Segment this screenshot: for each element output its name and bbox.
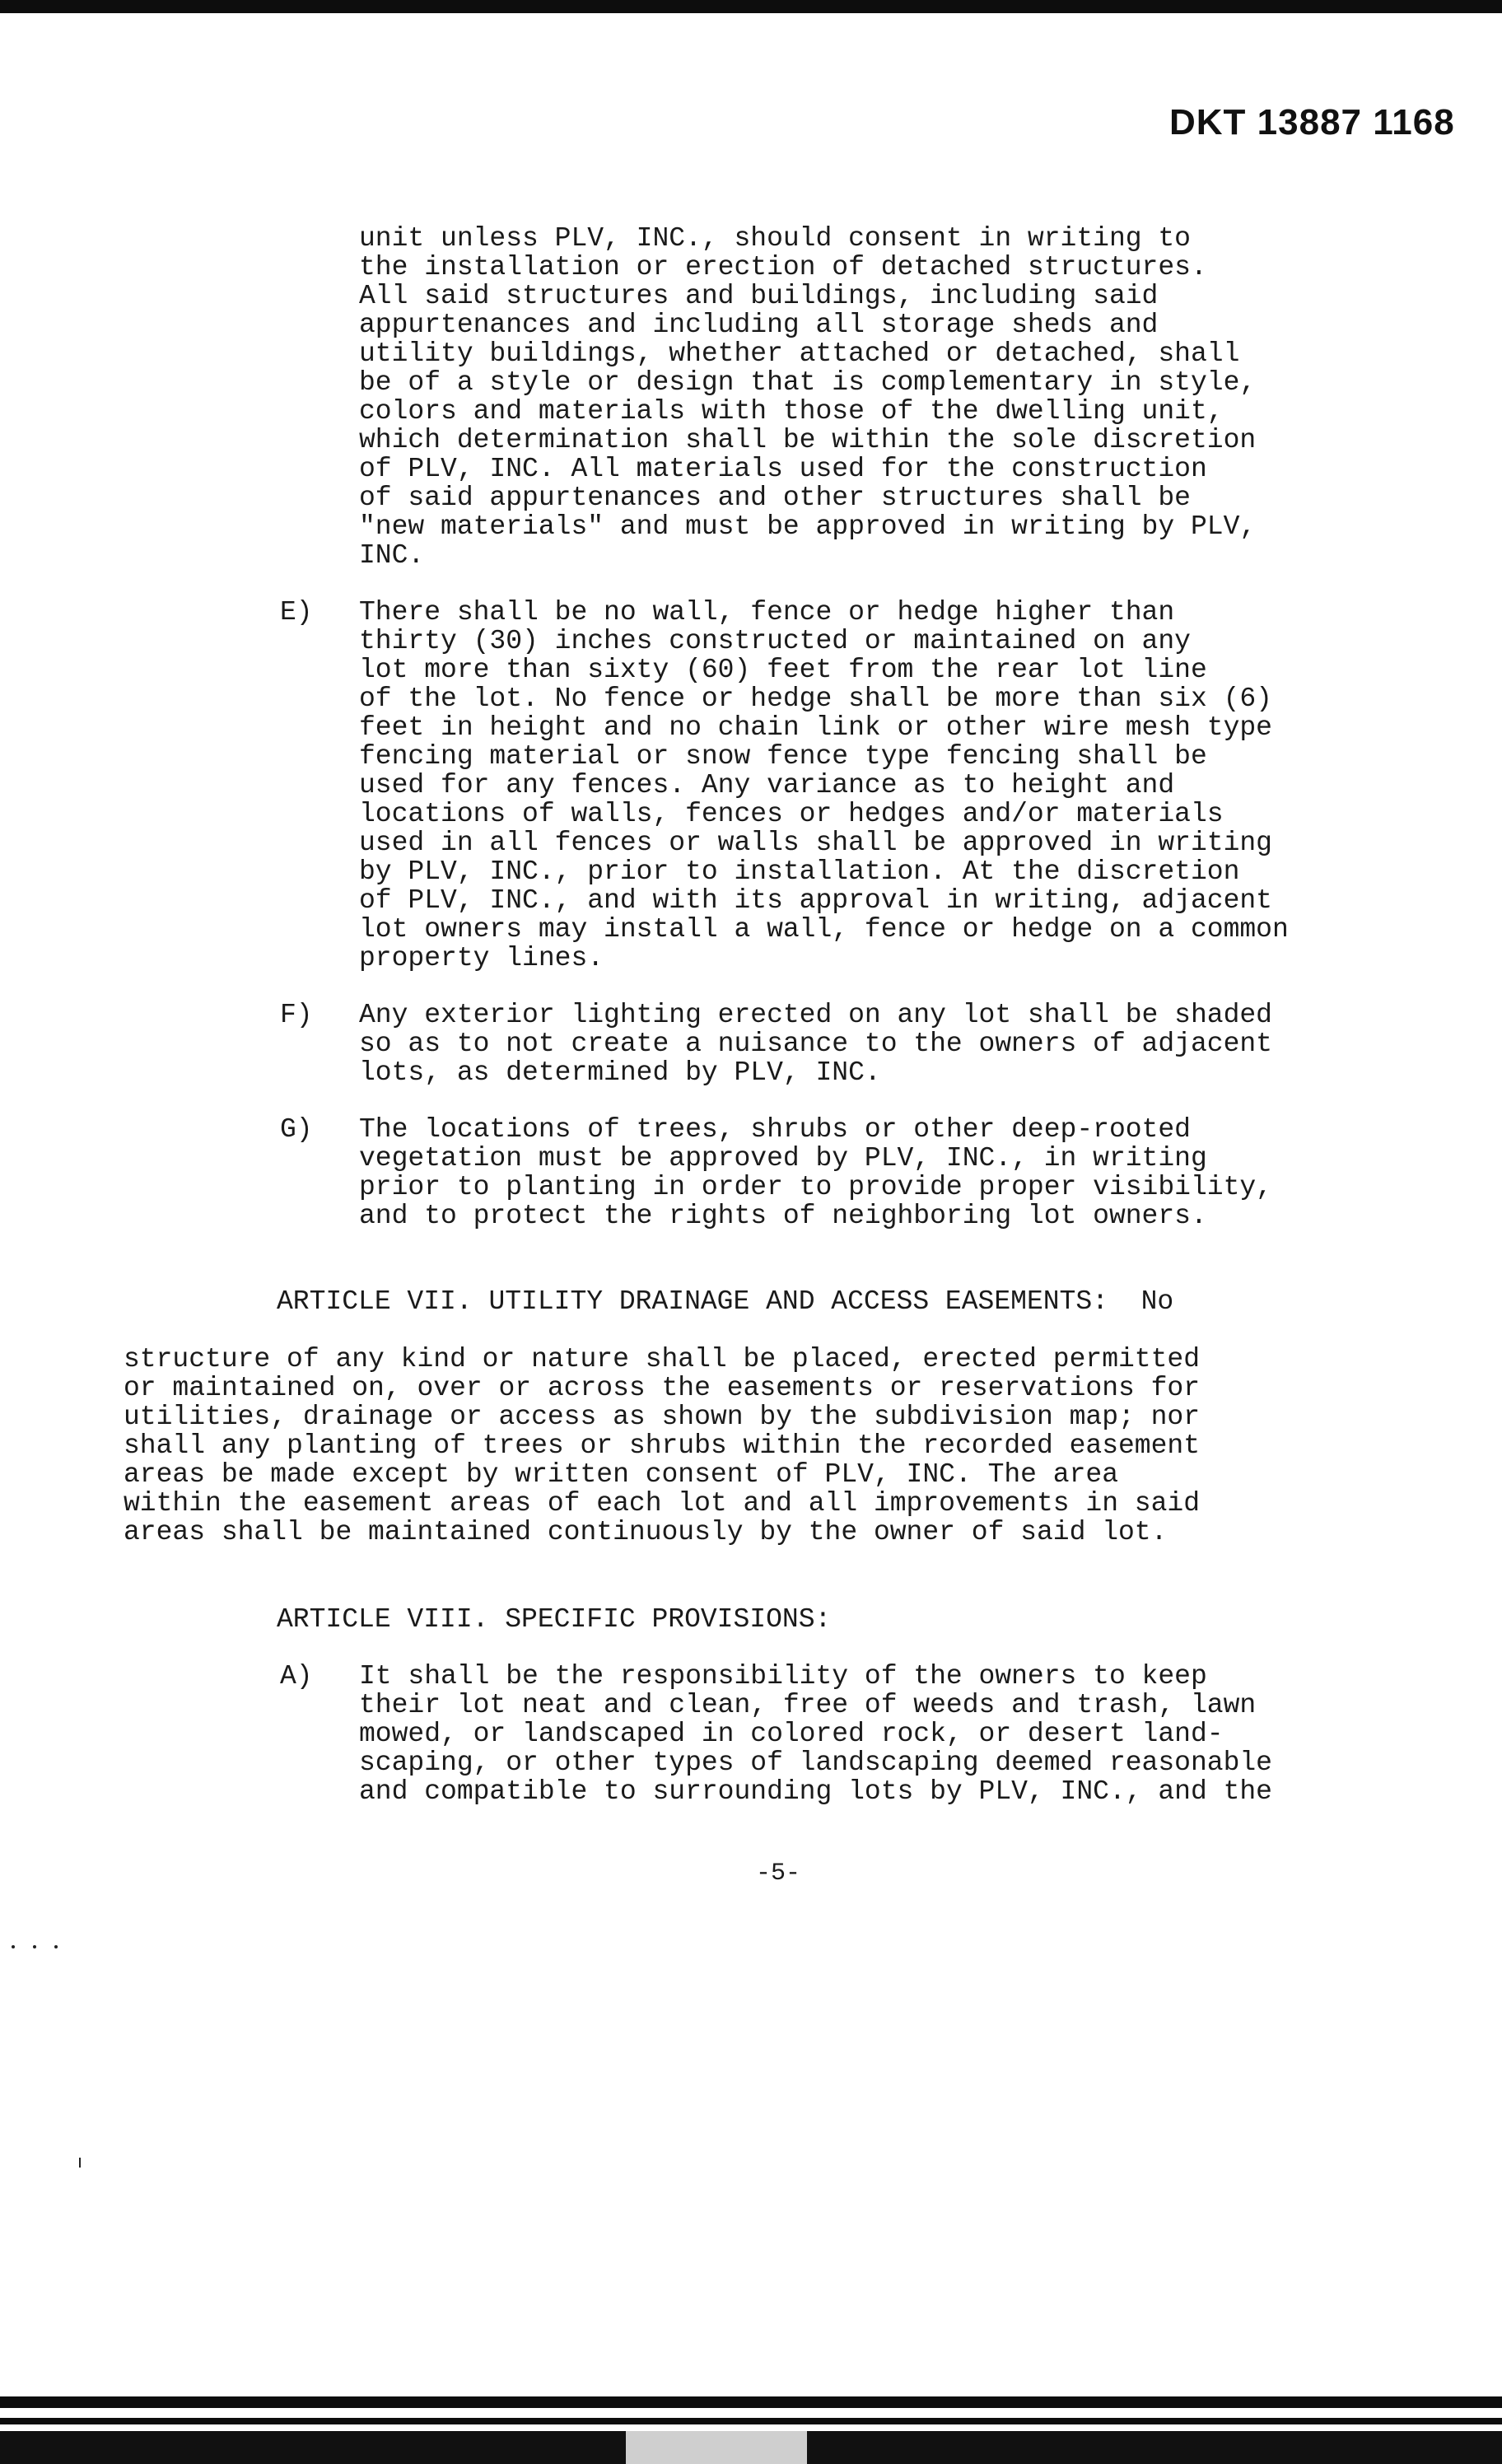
scan-edge-bottom xyxy=(0,2396,1502,2408)
article-first-word: No xyxy=(1140,1286,1174,1317)
list-item xyxy=(124,598,1458,973)
scan-edge-notch xyxy=(626,2431,807,2464)
article-body: structure of any kind or nature shall be placed, erected permitted or maintained on, over or across the easements or reservations for utilities, drainage or access as shown by the subdivision map; nor shall any planting of trees or shrubs within the recorded easement areas be made except by written consent of PLV, INC. The area within the easement areas of each lot and all improvements in said areas shall be maintained continuously by the owner of said lot. xyxy=(124,1344,1201,1547)
list-item xyxy=(124,1001,1458,1087)
list-item xyxy=(124,1662,1458,1806)
item-label: F) xyxy=(280,1000,313,1030)
item-text: There shall be no wall, fence or hedge higher than thirty (30) inches constructed or maintained on any lot more than sixty (60) feet from the rear lot line of the lot. No fence or hedge shall be more than six (6) feet in height and no chain link or other wire mesh type fencing material or snow fence type fencing shall be used for any fences. Any variance as to height and locations of walls, fences or hedges and/or materials used in all fences or walls shall be approved in writing by PLV, INC., prior to installation. At the discretion of PLV, INC., and with its approval in writing, adjacent lot owners may install a wall, fence or hedge on a common property lines. xyxy=(359,597,1289,973)
item-label: G) xyxy=(280,1114,313,1145)
item-label: A) xyxy=(280,1661,313,1692)
scan-speck xyxy=(79,2158,81,2168)
article-viii-heading: ARTICLE VIII. SPECIFIC PROVISIONS: xyxy=(277,1604,832,1635)
continued-paragraph: unit unless PLV, INC., should consent in writing to the installation or erection of detached structures. All said structures and buildings, including said appurtenances and including all storage sheds and utility buildings, whether attached or detached, shall be of a style or design that is complementary in style, colors and materials with those of the dwelling unit, which determination shall be within the sole discretion of PLV, INC. All materials used for the construction of said appurtenances and other structures shall be "new materials" and must be approved in writing by PLV, INC. xyxy=(359,223,1257,571)
item-text: It shall be the responsibility of the owners to keep their lot neat and clean, free of weeds and trash, lawn mowed, or landscaped in colored rock, or desert land- scaping, or other types of landscaping deemed reasonable and compatible to surrounding lots by PLV, INC., and the xyxy=(359,1661,1272,1807)
scan-edge-bottom xyxy=(0,2418,1502,2424)
article-heading: ARTICLE VII. UTILITY DRAINAGE AND ACCESS EASEMENTS: xyxy=(277,1286,1108,1317)
page-number: -5- xyxy=(756,1860,801,1888)
page-body xyxy=(124,224,1458,1806)
scan-speck xyxy=(33,1945,36,1948)
list-item xyxy=(124,1115,1458,1230)
item-text: The locations of trees, shrubs or other deep-rooted vegetation must be approved by PLV, INC., in writing prior to planting in order to provide proper visibility, and to protect the rights of neighboring lot owners. xyxy=(359,1114,1272,1231)
item-label: E) xyxy=(280,597,313,628)
article-heading-line xyxy=(124,1287,1458,1316)
item-text: Any exterior lighting erected on any lot shall be shaded so as to not create a nuisance to the owners of adjacent lots, as determined by PLV, INC. xyxy=(359,1000,1272,1088)
scan-edge-top xyxy=(0,0,1502,13)
document-number: DKT 13887 1168 xyxy=(1169,102,1455,142)
scan-speck xyxy=(54,1945,58,1948)
article-vii xyxy=(124,1258,1458,1575)
scan-speck xyxy=(12,1945,15,1948)
